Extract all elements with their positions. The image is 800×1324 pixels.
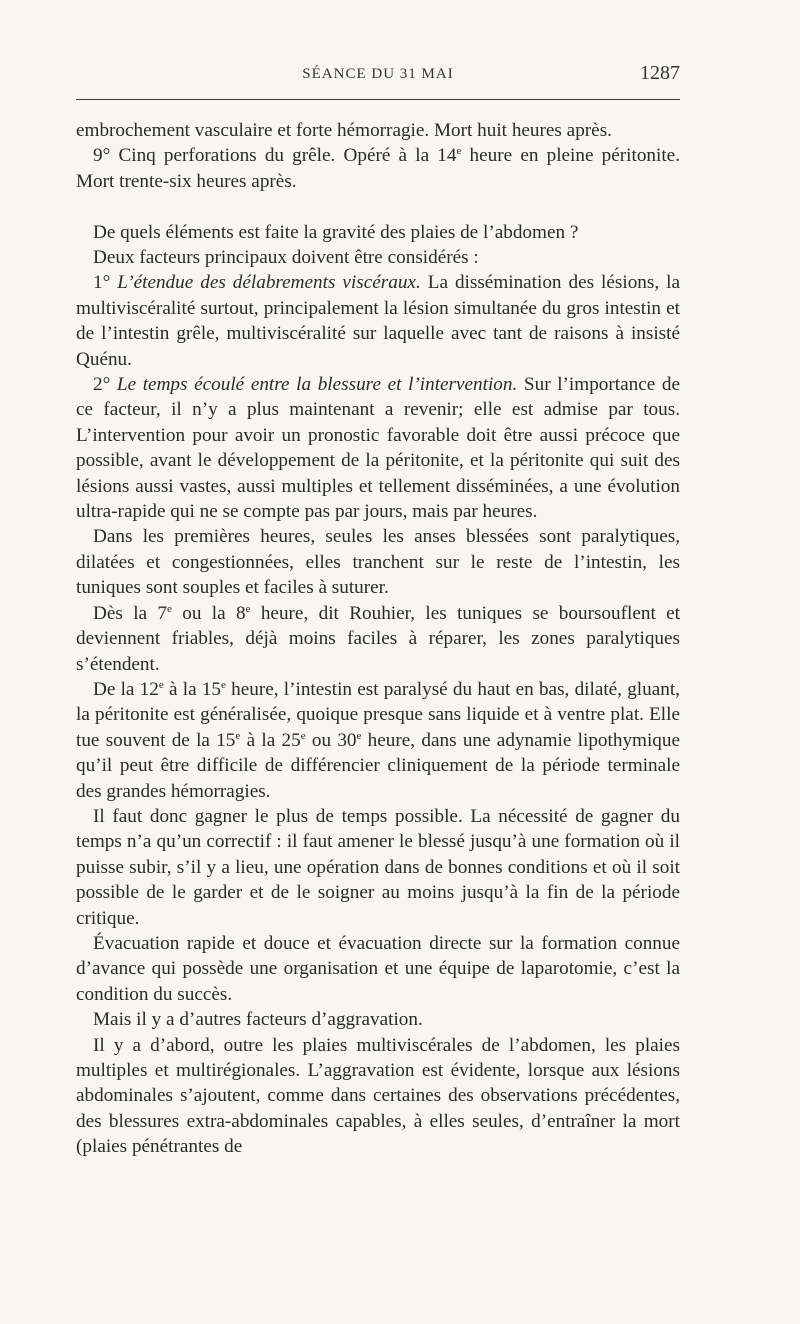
running-header <box>76 62 680 90</box>
paragraph-1: embrochement vasculaire et forte hémorragie. Mort huit heures après. <box>76 120 612 141</box>
paragraph-4: Deux facteurs principaux doivent être considérés : <box>93 247 479 269</box>
paragraph-12: Mais il y a d’autres facteurs d’aggravation. <box>93 1009 423 1031</box>
header-rule <box>76 99 680 100</box>
paragraph-7: Dans les premières heures, seules les anses blessées sont paralytiques, dilatées et congestionnées, elles tranchent sur le reste de l’intestin, les tuniques sont souples et faciles à suturer. <box>76 526 680 599</box>
paragraph-8: Dès la 7e ou la 8e heure, dit Rouhier, les tuniques se boursouflent et deviennent friables, déjà moins faciles à réparer, les zones paralytiques s’étendent. <box>76 602 680 675</box>
paragraph-3: De quels éléments est faite la gravité des plaies de l’abdomen ? <box>93 221 579 243</box>
paragraph-6: 2° Le temps écoulé entre la blessure et l’intervention. Sur l’importance de ce facteur, il n’y a plus maintenant a revenir; elle est admise par tous. L’intervention pour avoir un pronostic favorable doit être aussi précoce que possible, avant le développement de la péritonite, et la péritonite qui suit des lésions aussi vastes, aussi multiples et tellement disséminées, a une évolution ultra-rapide qui ne se compte pas par jours, mais par heures. <box>76 374 680 523</box>
paragraph-5: 1° L’étendue des délabrements viscéraux. La dissémination des lésions, la multiviscéralité surtout, principalement la lésion simultanée du gros intestin et de l’intestin grêle, multiviscéralité sur laquelle avec tant de raisons à insisté Quénu. <box>76 272 680 370</box>
page-number: 1287 <box>640 62 680 84</box>
paragraph-2: 9° Cinq perforations du grêle. Opéré à la 14e heure en pleine péritonite. Mort trente-six heures après. <box>76 145 680 192</box>
paragraph-10: Il faut donc gagner le plus de temps possible. La nécessité de gagner du temps n’a qu’un correctif : il faut amener le blessé jusqu’à une formation où il puisse subir, s’il y a lieu, une opération dans de bonnes conditions et où il soit possible de le garder et de le soigner au moins jusqu’à la fin de la période critique. <box>76 805 680 929</box>
header-title: SÉANCE DU 31 MAI <box>302 66 454 82</box>
paragraph-11: Évacuation rapide et douce et évacuation directe sur la formation connue d’avance qui possède une organisation et une équipe de laparotomie, c’est la condition du succès. <box>76 932 680 1005</box>
page-body <box>76 118 680 1160</box>
paragraph-9: De la 12e à la 15e heure, l’intestin est paralysé du haut en bas, dilaté, gluant, la péritonite est généralisée, quoique presque sans liquide et à ventre plat. Elle tue souvent de la 15e à la 25e ou 30e heure, dans une adynamie lipothymique qu’il peut être difficile de différencier cliniquement de la période terminale des grandes hémorragies. <box>76 678 680 802</box>
paragraph-13: Il y a d’abord, outre les plaies multiviscérales de l’abdomen, les plaies multiples et multirégionales. L’aggravation est évidente, lorsque aux lésions abdominales s’ajoutent, comme dans certaines des observations précédentes, des blessures extra-abdominales capables, à elles seules, d’entraîner la mort (plaies pénétrantes de <box>76 1034 680 1158</box>
